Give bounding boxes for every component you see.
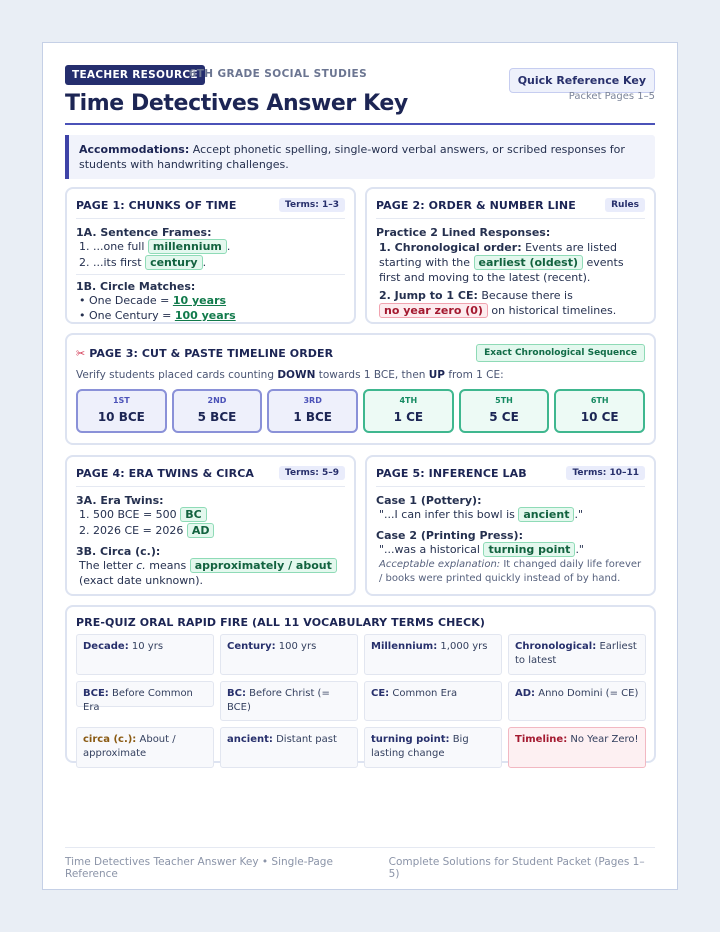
page-footer bbox=[65, 847, 655, 880]
page4-a1-prompt: 1. 500 BCE = 500 bbox=[79, 508, 177, 521]
page4-b-heading: 3B. Circa (c.): bbox=[76, 545, 161, 558]
header-divider bbox=[65, 123, 655, 125]
page4-a2-line bbox=[76, 523, 345, 538]
page5-case1-prompt: "...I can infer this bowl is bbox=[379, 508, 515, 521]
page5-case2-answer: turning point bbox=[483, 542, 575, 557]
teacher-resource-badge: TEACHER RESOURCE bbox=[65, 65, 205, 85]
accommodations-label: Accommodations: bbox=[79, 143, 190, 156]
page4-a2-answer: AD bbox=[187, 523, 215, 538]
page2-rules-chip: Rules bbox=[605, 198, 645, 212]
vocab-term-millennium bbox=[364, 634, 502, 675]
vocab-term-definition: No Year Zero! bbox=[570, 734, 639, 745]
page5-terms-chip: Terms: 10–11 bbox=[566, 466, 645, 480]
vocab-term-label: Decade: bbox=[83, 641, 129, 652]
page2-r2-text-end: on historical timelines. bbox=[491, 304, 617, 317]
vocab-term-label: Chronological: bbox=[515, 641, 597, 652]
page5-acceptable-text: It changed daily life forever / books were printed quickly instead of by hand. bbox=[379, 559, 642, 584]
page5-case2-line bbox=[376, 542, 645, 557]
footer-right-text: Complete Solutions for Student Packet (Pages 1–5) bbox=[388, 856, 645, 880]
timeline-card-5 bbox=[459, 389, 550, 433]
page1-a-heading: 1A. Sentence Frames: bbox=[76, 226, 212, 239]
page5-acceptable-explanation bbox=[376, 558, 645, 586]
page5-case2-prompt: "...was a historical bbox=[379, 543, 480, 556]
page2-response-2 bbox=[376, 288, 645, 318]
page1-b2-prompt: • One Century = bbox=[79, 309, 172, 322]
timeline-card-value: 10 BCE bbox=[97, 410, 145, 424]
page4-card bbox=[65, 455, 356, 596]
vocab-term-definition: Earliest to latest bbox=[515, 641, 637, 666]
page1-a2-line bbox=[76, 255, 345, 270]
timeline-card-order: 1ST bbox=[112, 396, 130, 405]
timeline-cards bbox=[76, 389, 645, 433]
rapid-fire-title: PRE-QUIZ ORAL RAPID FIRE (ALL 11 VOCABULARY TERMS CHECK) bbox=[76, 616, 485, 629]
page3-sequence-chip: Exact Chronological Sequence bbox=[476, 344, 645, 362]
scissors-icon: ✂ bbox=[76, 346, 86, 360]
timeline-card-order: 4TH bbox=[399, 396, 418, 405]
vocab-term-definition: Common Era bbox=[392, 688, 458, 699]
packet-pages-label: Packet Pages 1–5 bbox=[568, 91, 655, 102]
timeline-card-order: 6TH bbox=[590, 396, 609, 405]
vocab-term-ad bbox=[508, 681, 646, 721]
timeline-card-4 bbox=[363, 389, 454, 433]
page1-b2-answer: 100 years bbox=[174, 309, 236, 322]
answer-key-page bbox=[42, 42, 678, 890]
page1-a2-period: . bbox=[202, 256, 207, 269]
page1-a1-line bbox=[76, 239, 345, 254]
page1-b1-line bbox=[76, 293, 345, 308]
page3-instr-middle: towards 1 BCE, then bbox=[318, 369, 426, 381]
vocab-term-ancient bbox=[220, 727, 358, 768]
page2-r1-text-start: Events are listed starting with the bbox=[379, 241, 618, 269]
page5-card bbox=[365, 455, 656, 596]
timeline-card-order: 2ND bbox=[207, 396, 227, 405]
vocab-term-definition: Before Common Era bbox=[83, 688, 193, 713]
vocab-term-ce bbox=[364, 681, 502, 721]
page3-instr-down: DOWN bbox=[277, 369, 316, 381]
page2-r2-label: 2. Jump to 1 CE: bbox=[379, 289, 478, 302]
timeline-card-order: 5TH bbox=[495, 396, 513, 405]
vocab-term-definition: Distant past bbox=[276, 734, 337, 745]
page4-title: PAGE 4: ERA TWINS & CIRCA bbox=[76, 466, 254, 480]
page1-card bbox=[65, 187, 356, 324]
page5-case1-answer: ancient bbox=[518, 507, 574, 522]
vocab-term-label: Timeline: bbox=[515, 734, 568, 745]
page4-a1-answer: BC bbox=[180, 507, 206, 522]
page4-b-answer: approximately / about bbox=[190, 558, 337, 573]
page2-r2-answer: no year zero (0) bbox=[379, 303, 488, 318]
page3-instr-end: from 1 CE: bbox=[448, 369, 504, 381]
vocab-term-chronological bbox=[508, 634, 646, 675]
page2-r1-answer: earliest (oldest) bbox=[474, 255, 583, 270]
page2-title: PAGE 2: ORDER & NUMBER LINE bbox=[376, 198, 576, 212]
page1-a1-answer: millennium bbox=[148, 239, 227, 254]
vocab-term-definition: About / approximate bbox=[83, 734, 176, 759]
page2-heading: Practice 2 Lined Responses: bbox=[376, 226, 551, 239]
timeline-card-6 bbox=[554, 389, 645, 433]
accommodations-text: Accept phonetic spelling, single-word verbal answers, or scribed responses for students with handwriting challenges. bbox=[79, 143, 625, 171]
timeline-card-3 bbox=[267, 389, 358, 433]
page4-b-letter: c. bbox=[136, 559, 146, 572]
vocab-term-decade bbox=[76, 634, 214, 675]
page1-b-heading: 1B. Circle Matches: bbox=[76, 280, 196, 293]
vocab-term-definition: Before Christ (= BCE) bbox=[227, 688, 330, 713]
accommodations-callout bbox=[65, 135, 655, 179]
vocab-term-label: AD: bbox=[515, 688, 536, 699]
page1-a2-answer: century bbox=[145, 255, 203, 270]
vocab-term-definition: Big lasting change bbox=[371, 734, 469, 759]
vocab-term-century bbox=[220, 634, 358, 675]
timeline-card-value: 1 CE bbox=[393, 410, 424, 424]
vocab-term-timeline bbox=[508, 727, 646, 768]
page1-divider bbox=[76, 274, 345, 275]
vocab-term-label: circa (c.): bbox=[83, 734, 137, 745]
timeline-card-value: 1 BCE bbox=[293, 410, 333, 424]
page1-a1-period: . bbox=[226, 240, 231, 253]
vocab-term-definition: 1,000 yrs bbox=[440, 641, 488, 652]
timeline-card-value: 5 BCE bbox=[197, 410, 237, 424]
page5-case1-heading: Case 1 (Pottery): bbox=[376, 494, 482, 507]
vocab-term-label: BC: bbox=[227, 688, 246, 699]
page4-a1-line bbox=[76, 507, 345, 522]
page3-title: PAGE 3: CUT & PASTE TIMELINE ORDER bbox=[89, 346, 334, 360]
page5-case2-heading: Case 2 (Printing Press): bbox=[376, 529, 523, 542]
page3-instructions bbox=[76, 368, 645, 383]
page4-b-note: (exact date unknown). bbox=[79, 574, 204, 587]
page1-b1-prompt: • One Decade = bbox=[79, 294, 170, 307]
timeline-card-value: 5 CE bbox=[489, 410, 519, 424]
vocab-term-definition: Anno Domini (= CE) bbox=[538, 688, 639, 699]
page3-instr-up: UP bbox=[428, 369, 446, 381]
vocab-term-definition: 10 yrs bbox=[131, 641, 164, 652]
page2-r2-text-start: Because there is bbox=[481, 289, 573, 302]
page5-case1-line bbox=[376, 507, 645, 522]
page1-b2-line bbox=[76, 308, 345, 323]
timeline-card-2 bbox=[172, 389, 263, 433]
timeline-card-value: 10 CE bbox=[580, 410, 619, 424]
vocab-term-label: ancient: bbox=[227, 734, 273, 745]
page4-b-line bbox=[76, 558, 345, 588]
vocab-term-label: Century: bbox=[227, 641, 276, 652]
page5-title: PAGE 5: INFERENCE LAB bbox=[376, 466, 527, 480]
course-label: 6TH GRADE SOCIAL STUDIES bbox=[189, 68, 368, 80]
page3-instr-start: Verify students placed cards counting bbox=[76, 369, 274, 381]
page1-a2-prompt: 2. ...its first bbox=[79, 256, 142, 269]
page1-b1-answer: 10 years bbox=[172, 294, 227, 307]
vocab-term-turning-point bbox=[364, 727, 502, 768]
page2-response-1 bbox=[376, 240, 645, 285]
page4-a2-prompt: 2. 2026 CE = 2026 bbox=[79, 524, 184, 537]
rapid-fire-card bbox=[65, 605, 656, 763]
page4-a-heading: 3A. Era Twins: bbox=[76, 494, 164, 507]
page2-r1-text-end: events first and moving to the latest (recent). bbox=[379, 256, 624, 284]
vocab-term-label: BCE: bbox=[83, 688, 109, 699]
vocab-term-label: turning point: bbox=[371, 734, 450, 745]
page1-a1-prompt: 1. ...one full bbox=[79, 240, 145, 253]
quick-reference-key-button[interactable]: Quick Reference Key bbox=[509, 68, 655, 93]
page3-card bbox=[65, 333, 656, 445]
page1-title: PAGE 1: CHUNKS OF TIME bbox=[76, 198, 237, 212]
page-header bbox=[65, 65, 655, 123]
page5-acceptable-label: Acceptable explanation: bbox=[379, 559, 501, 570]
vocab-term-bc bbox=[220, 681, 358, 721]
vocab-term-circa bbox=[76, 727, 214, 768]
vocab-term-label: CE: bbox=[371, 688, 390, 699]
page5-case1-close: ." bbox=[574, 508, 584, 521]
page5-case2-close: ." bbox=[575, 543, 584, 556]
page4-b-prompt: The letter bbox=[79, 559, 133, 572]
vocab-term-bce bbox=[76, 681, 214, 713]
page4-b-means: means bbox=[149, 559, 187, 572]
page2-r1-label: 1. Chronological order: bbox=[379, 241, 522, 254]
page4-terms-chip: Terms: 5–9 bbox=[279, 466, 345, 480]
vocabulary-grid bbox=[76, 634, 645, 768]
footer-left-text: Time Detectives Teacher Answer Key • Single-Page Reference bbox=[65, 856, 333, 880]
timeline-card-1 bbox=[76, 389, 167, 433]
page1-terms-chip: Terms: 1–3 bbox=[279, 198, 345, 212]
vocab-term-definition: 100 yrs bbox=[278, 641, 317, 652]
vocab-term-label: Millennium: bbox=[371, 641, 438, 652]
page-title: Time Detectives Answer Key bbox=[65, 91, 408, 116]
page2-card bbox=[365, 187, 656, 324]
page3-title-row bbox=[76, 347, 333, 360]
timeline-card-order: 3RD bbox=[303, 396, 322, 405]
